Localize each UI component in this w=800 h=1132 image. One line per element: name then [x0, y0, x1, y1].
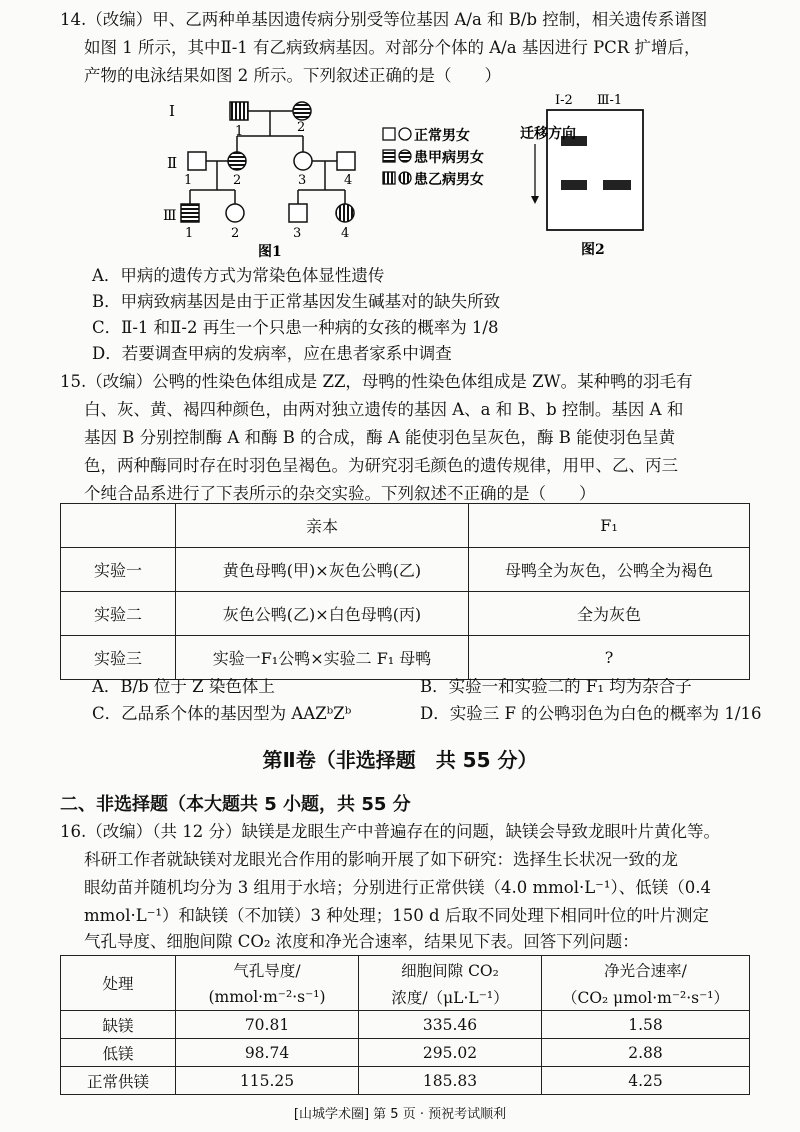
q16-line: 气孔导度、细胞间隙 CO₂ 浓度和净光合速率，结果见下表。回答下列问题： [84, 932, 639, 951]
individual-III-4 [336, 204, 354, 222]
individual-II-2 [228, 152, 246, 170]
table-row [61, 636, 750, 680]
q15-line: 15.（改编）公鸭的性染色体组成是 ZZ，母鸭的性染色体组成是 ZW。某种鸭的羽毛有 [60, 372, 693, 391]
legend-disease-b-female-icon [399, 172, 411, 184]
q14-option-b[interactable]: B．甲病致病基因是由于正常基因发生碱基对的缺失所致 [92, 292, 501, 311]
gen-label: Ⅱ [167, 154, 178, 172]
table-cell: 实验一F₁公鸭×实验二 F₁ 母鸭 [176, 636, 469, 680]
table-cell: 2.88 [542, 1039, 750, 1067]
table-cell: 正常供镁 [61, 1067, 176, 1095]
ind-number: 3 [298, 173, 307, 188]
q15-option-c[interactable]: C．乙品系个体的基因型为 AAZᵇZᵇ [92, 704, 352, 723]
table-cell: 缺镁 [61, 1011, 176, 1039]
individual-III-2 [226, 204, 244, 222]
table-header-cell: 浓度/（μL·L⁻¹） [359, 983, 542, 1011]
individual-III-1 [181, 204, 199, 222]
table-header-cell: F₁ [469, 504, 750, 548]
electrophoresis-figure [505, 88, 655, 263]
q16-line: mmol·L⁻¹）和缺镁（不加镁）3 种处理；150 d 后取不同处理下相同叶位的叶片测定 [84, 906, 709, 925]
table-cell: 1.58 [542, 1011, 750, 1039]
ind-number: 4 [344, 173, 353, 188]
legend-normal-female-icon [399, 128, 411, 140]
table-header-cell: 净光合速率/ [542, 956, 750, 984]
legend-normal-male-icon [383, 128, 395, 140]
q15-line: 色，两种酶同时存在时羽色呈褐色。为研究羽毛颜色的遗传规律，用甲、乙、丙三 [84, 456, 678, 475]
table-header-cell: 处理 [61, 956, 176, 1011]
gel-band [561, 180, 587, 190]
individual-II-1 [188, 152, 206, 170]
table-cell: 4.25 [542, 1067, 750, 1095]
gel-band [603, 180, 631, 190]
ind-number: 2 [233, 173, 242, 188]
q15-line: 白、灰、黄、褐四种颜色，由两对独立遗传的基因 A、a 和 B、b 控制。基因 A 和 [84, 400, 684, 419]
table-cell: 母鸭全为灰色，公鸭全为褐色 [469, 548, 750, 592]
q15-table [60, 503, 750, 680]
table-row [61, 1039, 750, 1067]
fig2-caption: 图2 [581, 242, 605, 258]
table-cell: ? [469, 636, 750, 680]
part2-heading: 第Ⅱ卷（非选择题 共 55 分） [262, 748, 538, 772]
ind-number: 1 [184, 173, 193, 188]
table-cell: 灰色公鸭(乙)×白色母鸭(丙) [176, 592, 469, 636]
gen-label: Ⅰ [169, 102, 175, 120]
q15-option-d[interactable]: D．实验三 F 的公鸭羽色为白色的概率为 1/16 [420, 704, 762, 723]
pedigree-figure [155, 92, 515, 262]
q15-option-b[interactable]: B．实验一和实验二的 F₁ 均为杂合子 [420, 677, 692, 696]
legend-label: 患乙病男女 [414, 172, 484, 188]
ind-number: 2 [231, 226, 240, 241]
individual-II-3 [294, 152, 312, 170]
table-cell: 全为灰色 [469, 592, 750, 636]
q15-line: 个纯合品系进行了下表所示的杂交实验。下列叙述不正确的是（ ） [84, 484, 596, 503]
q14-line: 如图 1 所示，其中Ⅱ-1 有乙病致病基因。对部分个体的 A/a 基因进行 PCR 扩增后， [84, 38, 701, 57]
individual-I-2 [293, 102, 311, 120]
table-header-cell: (mmol·m⁻²·s⁻¹) [176, 983, 359, 1011]
ind-number: 1 [235, 124, 244, 139]
table-header-cell: 亲本 [176, 504, 469, 548]
lane-label: Ⅰ-2 [555, 93, 573, 108]
table-cell: 低镁 [61, 1039, 176, 1067]
table-header-cell: （CO₂ μmol·m⁻²·s⁻¹） [542, 983, 750, 1011]
section-heading: 二、非选择题（本大题共 5 小题，共 55 分 [60, 794, 411, 815]
legend-disease-b-male-icon [383, 172, 395, 184]
legend-label: 正常男女 [414, 128, 470, 144]
ind-number: 1 [185, 226, 194, 241]
q14-option-d[interactable]: D．若要调查甲病的发病率，应在患者家系中调查 [92, 344, 452, 363]
q14-option-a[interactable]: A．甲病的遗传方式为常染色体显性遗传 [92, 266, 385, 285]
table-cell: 70.81 [176, 1011, 359, 1039]
individual-III-3 [289, 204, 307, 222]
table-row [61, 592, 750, 636]
q15-option-a[interactable]: A．B/b 位于 Z 染色体上 [92, 677, 275, 696]
table-cell: 335.46 [359, 1011, 542, 1039]
direction-label: 迁移方向 [520, 126, 576, 142]
q14-line: 14.（改编）甲、乙两种单基因遗传病分别受等位基因 A/a 和 B/b 控制，相关遗传系谱图 [60, 10, 708, 29]
individual-II-4 [337, 152, 355, 170]
table-row [61, 548, 750, 592]
table-cell: 98.74 [176, 1039, 359, 1067]
q15-line: 基因 B 分别控制酶 A 和酶 B 的合成，酶 A 能使羽色呈灰色，酶 B 能使羽色呈黄 [84, 428, 676, 447]
table-cell: 实验二 [61, 592, 176, 636]
ind-number: 2 [297, 120, 306, 135]
q16-table [60, 955, 750, 1095]
table-cell: 实验三 [61, 636, 176, 680]
fig1-caption: 图1 [258, 244, 282, 260]
ind-number: 3 [293, 226, 302, 241]
table-row [61, 1011, 750, 1039]
q14-option-c[interactable]: C．Ⅱ-1 和Ⅱ-2 再生一个只患一种病的女孩的概率为 1/8 [92, 318, 499, 337]
table-header-cell [61, 504, 176, 548]
ind-number: 4 [341, 226, 350, 241]
table-cell: 黄色母鸭(甲)×灰色公鸭(乙) [176, 548, 469, 592]
table-header-cell: 气孔导度/ [176, 956, 359, 984]
q16-line: 眼幼苗并随机均分为 3 组用于水培；分别进行正常供镁（4.0 mmol·L⁻¹）、低镁（0.4 [84, 878, 711, 897]
q16-line: 16.（改编）（共 12 分）缺镁是龙眼生产中普遍存在的问题，缺镁会导致龙眼叶片黄化等。 [60, 822, 720, 841]
legend-disease-a-female-icon [399, 150, 411, 162]
table-row [61, 1067, 750, 1095]
legend-disease-a-male-icon [383, 150, 395, 162]
q14-line: 产物的电泳结果如图 2 所示。下列叙述正确的是（ ） [84, 66, 501, 85]
page-footer: [山城学术圈] 第 5 页 · 预祝考试顺利 [293, 1107, 507, 1122]
lane-label: Ⅲ-1 [597, 93, 623, 108]
table-cell: 295.02 [359, 1039, 542, 1067]
table-cell: 115.25 [176, 1067, 359, 1095]
table-header-row [61, 956, 750, 984]
table-cell: 实验一 [61, 548, 176, 592]
gen-label: Ⅲ [163, 208, 177, 224]
individual-I-1 [230, 102, 248, 120]
legend-label: 患甲病男女 [414, 150, 484, 166]
table-header-cell: 细胞间隙 CO₂ [359, 956, 542, 984]
table-cell: 185.83 [359, 1067, 542, 1095]
q16-line: 科研工作者就缺镁对龙眼光合作用的影响开展了如下研究：选择生长状况一致的龙 [84, 850, 678, 869]
table-header-row [61, 504, 750, 548]
